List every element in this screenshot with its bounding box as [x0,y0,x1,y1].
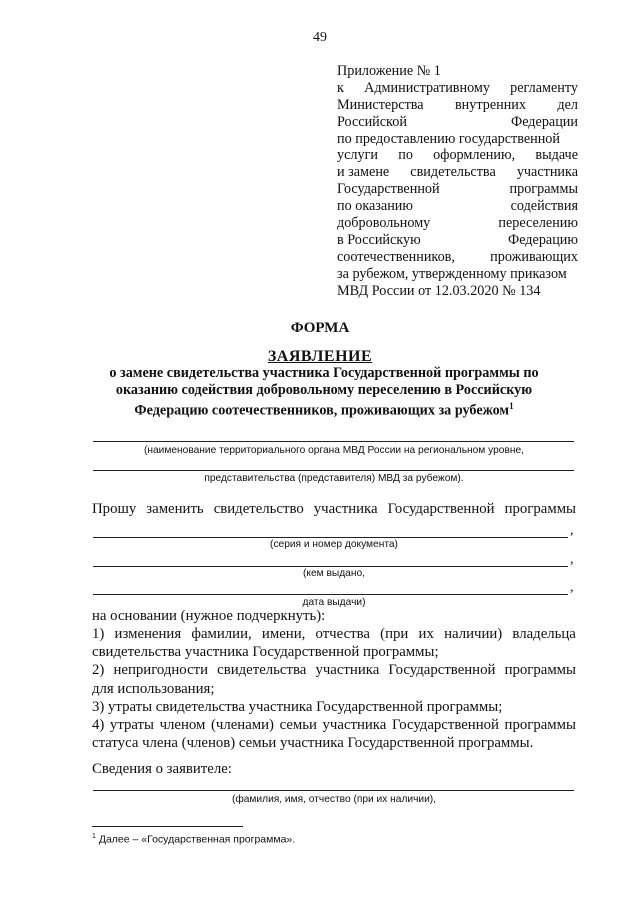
word: Государственной [388,662,496,679]
appendix-line [337,215,578,232]
word: 2) [92,662,105,679]
subtitle-footnote-mark: 1 [509,401,514,412]
word: Государственной [337,181,440,198]
word: 1) [92,626,105,642]
word: добровольному [337,215,431,232]
word: к [337,79,344,96]
form-label: ФОРМА [290,320,350,336]
word: 3) утраты свидетельства участника Государственной программы; [92,698,503,715]
appendix-line [337,164,578,181]
reason-continuation: свидетельства участника Государственной программы; [92,644,439,661]
word: Министерства [337,96,424,113]
word: участника [313,501,378,517]
word: участника [322,717,387,734]
appendix-block [337,63,578,299]
word: заменить [146,501,204,517]
reason-continuation: для использования; [92,680,215,697]
organ-line-1 [93,441,574,442]
word: непригодности [113,662,209,679]
reason-item [92,625,576,643]
word: по предоставлению государственной [337,130,560,147]
page-number: 49 [313,30,327,45]
caption-issue-date: дата выдачи) [302,597,366,608]
word: дел [557,96,578,113]
word: услуги [337,147,378,164]
word: соотечественников, [337,248,455,265]
organ-line-2 [93,470,574,471]
word: свидетельства [217,662,307,679]
issue-date-line [93,594,568,595]
applicant-name-line [93,790,574,791]
word: за рубежом, утвержденному приказом [337,265,567,282]
word: программы [504,662,576,679]
word: выдаче [535,147,578,164]
word: владельца [512,626,576,642]
appendix-lines [337,80,578,300]
appendix-heading: Приложение № 1 [337,63,441,79]
reason-item [92,661,576,679]
word: в Российскую [337,231,421,248]
footnote-mark: 1 [92,833,96,840]
word: Федерацию [507,231,578,248]
subtitle-text: о замене свидетельства участника Государственной программы по оказанию содействия добровольному переселению в Российскую Федерацию соотечественников, проживающих за рубежом [109,365,539,419]
word: Государственной [391,717,499,734]
appendix-line [337,147,578,164]
word: (при [380,626,409,642]
caption-issued-by: (кем выдано, [303,568,365,579]
word: по [398,147,413,164]
appendix-line [337,232,578,249]
appendix-line [337,249,578,266]
footnote-rule [92,826,243,827]
word: МВД России от 12.03.2020 № 134 [337,282,541,299]
appendix-line [337,80,578,97]
word: Прошу [92,501,137,517]
word: членом [159,717,206,734]
word: Федерации [510,113,578,130]
word: участника [516,164,578,181]
word: семьи [279,717,317,734]
word: программы [504,501,576,517]
word: 4) [92,717,105,734]
issued-by-line [93,566,568,567]
word: переселению [498,215,578,232]
reason-item [92,698,576,716]
word: содействия [510,198,578,215]
document-title: ЗАЯВЛЕНИЕ [267,348,373,365]
caption-organ-1: (наименование территориального органа МВД России на региональном уровне, [144,445,524,456]
word: их [418,626,434,642]
word: имени, [261,626,306,642]
word: утраты [109,717,154,734]
word: (членами) [210,717,274,734]
series-line [93,537,568,538]
word: программы [504,717,576,734]
caption-organ-2: представительства (представителя) МВД за рубежом). [204,473,464,484]
word: свидетельство [213,501,304,517]
footnote [92,833,295,846]
word: свидетельства [410,164,496,181]
word: внутренних [454,96,526,113]
appendix-line [337,266,578,283]
caption-applicant-name: (фамилия, имя, отчество (при их наличии), [231,794,436,805]
word: отчества [315,626,370,642]
appendix-line [337,97,578,114]
word: фамилии, [191,626,252,642]
word: наличии) [444,626,503,642]
word: Российской [337,113,407,130]
request-line [92,500,576,518]
word: по оказанию [337,198,413,215]
appendix-line [337,181,578,198]
reason-continuation: статуса члена (членов) семьи участника Государственной программы. [92,735,534,752]
document-subtitle [94,365,554,420]
word: участника [315,662,380,679]
reason-item [92,716,576,734]
word: программы [509,181,578,198]
word: оформлению, [433,147,516,164]
word: проживающих [490,248,578,265]
word: Административному [364,79,490,96]
word: Государственной [387,501,495,517]
appendix-line [337,198,578,215]
word: регламенту [510,79,578,96]
word: и замене [337,164,390,181]
footnote-text: Далее – «Государственная программа». [98,833,296,846]
appendix-line [337,283,578,300]
applicant-section-heading: Сведения о заявителе: [92,761,232,777]
appendix-line [337,114,578,131]
reasons-list [92,625,576,752]
basis-intro: на основании (нужное подчеркнуть): [92,608,326,624]
appendix-line [337,131,578,148]
caption-series: (серия и номер документа) [270,539,398,550]
word: изменения [114,626,182,642]
